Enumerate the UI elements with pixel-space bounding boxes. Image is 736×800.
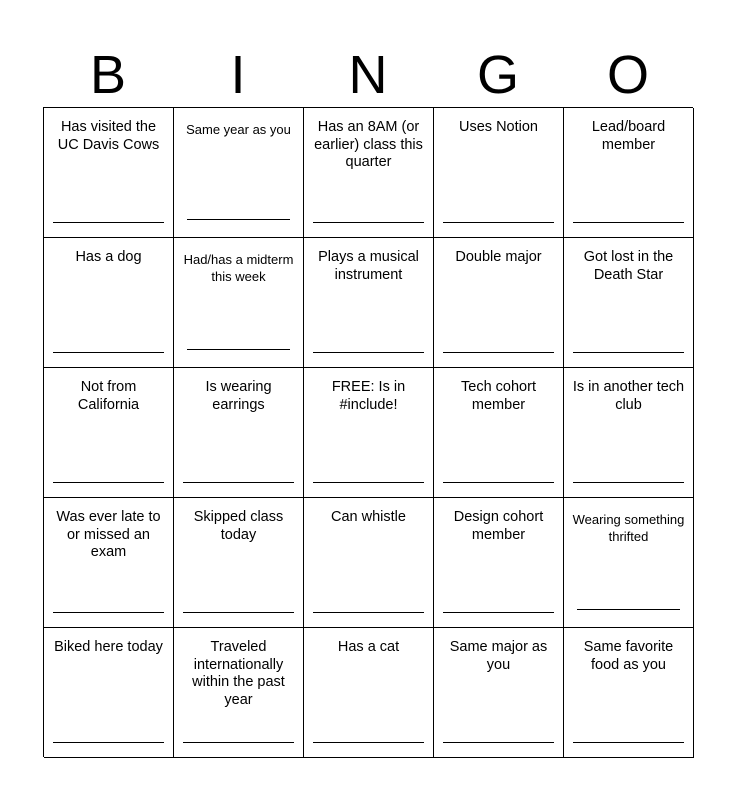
bingo-cell[interactable] bbox=[44, 108, 174, 238]
signature-line bbox=[53, 482, 164, 483]
bingo-cell[interactable] bbox=[434, 498, 564, 628]
signature-line bbox=[443, 742, 554, 743]
header-letter-i: I bbox=[230, 45, 246, 105]
cell-prompt: Has a dog bbox=[75, 249, 142, 265]
bingo-cell[interactable] bbox=[174, 368, 304, 498]
signature-line bbox=[313, 612, 424, 613]
cell-prompt: Biked here today bbox=[54, 639, 163, 655]
cell-prompt: Skipped class today bbox=[193, 509, 284, 543]
bingo-cell[interactable] bbox=[434, 238, 564, 368]
bingo-grid bbox=[43, 107, 693, 757]
signature-line bbox=[313, 352, 424, 353]
signature-line bbox=[573, 222, 684, 223]
bingo-cell[interactable] bbox=[564, 628, 694, 758]
signature-line bbox=[313, 482, 424, 483]
cell-prompt: Same major as you bbox=[449, 639, 548, 673]
signature-line bbox=[53, 742, 164, 743]
signature-line bbox=[573, 352, 684, 353]
header-letter-g: G bbox=[476, 45, 519, 105]
signature-line bbox=[183, 612, 294, 613]
cell-prompt: Plays a musical instrument bbox=[318, 249, 419, 283]
bingo-cell[interactable] bbox=[304, 238, 434, 368]
cell-prompt: Is wearing earrings bbox=[205, 379, 272, 413]
bingo-cell[interactable] bbox=[44, 628, 174, 758]
cell-prompt: Design cohort member bbox=[453, 509, 544, 543]
cell-prompt: Can whistle bbox=[331, 509, 406, 525]
bingo-cell[interactable] bbox=[174, 628, 304, 758]
bingo-cell[interactable] bbox=[44, 368, 174, 498]
cell-prompt: Has visited the UC Davis Cows bbox=[57, 119, 160, 153]
cell-prompt: Lead/board member bbox=[591, 119, 666, 153]
bingo-cell[interactable] bbox=[174, 108, 304, 238]
signature-line bbox=[187, 219, 290, 220]
bingo-cell[interactable] bbox=[564, 368, 694, 498]
signature-line bbox=[53, 352, 164, 353]
cell-prompt: Double major bbox=[455, 249, 542, 265]
bingo-cell[interactable] bbox=[44, 238, 174, 368]
signature-line bbox=[443, 352, 554, 353]
signature-line bbox=[183, 482, 294, 483]
bingo-cell[interactable] bbox=[564, 238, 694, 368]
header-letter-b: B bbox=[89, 45, 127, 105]
cell-prompt: Not from California bbox=[77, 379, 140, 413]
signature-line bbox=[443, 222, 554, 223]
signature-line bbox=[313, 222, 424, 223]
cell-prompt: Was ever late to or missed an exam bbox=[56, 509, 161, 560]
bingo-header bbox=[43, 44, 693, 106]
cell-prompt: Uses Notion bbox=[459, 119, 538, 135]
signature-line bbox=[53, 222, 164, 223]
signature-line bbox=[187, 349, 290, 350]
bingo-cell[interactable] bbox=[44, 498, 174, 628]
bingo-cell[interactable] bbox=[304, 108, 434, 238]
bingo-cell[interactable] bbox=[174, 498, 304, 628]
cell-prompt: Is in another tech club bbox=[572, 379, 685, 413]
signature-line bbox=[573, 742, 684, 743]
bingo-cell[interactable] bbox=[564, 498, 694, 628]
header-letter-o: O bbox=[606, 45, 649, 105]
bingo-cell[interactable] bbox=[434, 368, 564, 498]
free-space-cell[interactable] bbox=[304, 368, 434, 498]
cell-prompt: Got lost in the Death Star bbox=[583, 249, 674, 283]
cell-prompt: Tech cohort member bbox=[461, 379, 536, 413]
bingo-cell[interactable] bbox=[304, 498, 434, 628]
cell-prompt: Has an 8AM (or earlier) class this quarter bbox=[314, 119, 423, 170]
cell-prompt: Traveled internationally within the past year bbox=[192, 639, 285, 708]
cell-prompt: Had/has a midterm this week bbox=[183, 252, 294, 284]
signature-line bbox=[443, 612, 554, 613]
bingo-cell[interactable] bbox=[304, 628, 434, 758]
cell-prompt: FREE: Is in #include! bbox=[331, 379, 406, 413]
cell-prompt: Has a cat bbox=[337, 639, 400, 655]
bingo-cell[interactable] bbox=[434, 108, 564, 238]
signature-line bbox=[183, 742, 294, 743]
header-letter-n: N bbox=[348, 45, 388, 105]
signature-line bbox=[573, 482, 684, 483]
cell-prompt: Same year as you bbox=[186, 122, 291, 137]
bingo-cell[interactable] bbox=[434, 628, 564, 758]
cell-prompt: Same favorite food as you bbox=[583, 639, 674, 673]
bingo-cell[interactable] bbox=[564, 108, 694, 238]
signature-line bbox=[443, 482, 554, 483]
signature-line bbox=[53, 612, 164, 613]
signature-line bbox=[313, 742, 424, 743]
bingo-cell[interactable] bbox=[174, 238, 304, 368]
cell-prompt: Wearing something thrifted bbox=[572, 512, 685, 544]
signature-line bbox=[577, 609, 680, 610]
